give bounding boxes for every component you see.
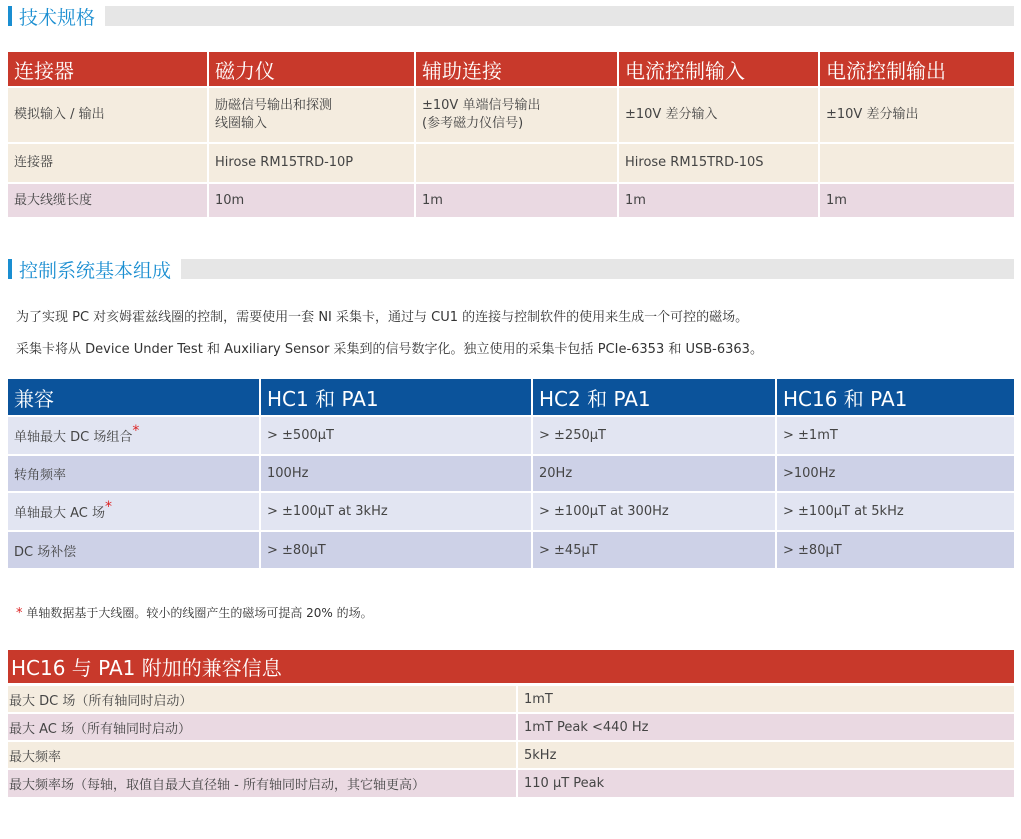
footnote-star: * bbox=[105, 499, 113, 515]
intro-paragraph: 采集卡将从 Device Under Test 和 Auxiliary Sensor 采集到的信号数字化。独立使用的采集卡包括 PCIe-6353 和 USB-6363。 bbox=[16, 342, 763, 357]
cell-line: 线圈输入 bbox=[215, 116, 268, 131]
table-row bbox=[8, 713, 1014, 741]
table-cell: 转角频率 bbox=[8, 455, 260, 492]
cell-line: (参考磁力仪信号) bbox=[422, 116, 524, 131]
table-cell: 1m bbox=[819, 183, 1014, 217]
table-cell: 1m bbox=[415, 183, 618, 217]
table-cell: > ±45μT bbox=[532, 531, 776, 568]
table-cell: 连接器 bbox=[8, 143, 208, 183]
table-cell bbox=[208, 87, 415, 143]
table-cell: 1mT bbox=[517, 685, 1014, 713]
spec-header-cell: 电流控制输入 bbox=[618, 52, 819, 87]
table-cell: > ±100μT at 5kHz bbox=[776, 492, 1014, 531]
table-cell bbox=[415, 143, 618, 183]
spec-section-heading bbox=[8, 4, 1014, 28]
spec-section-title: 技术规格 bbox=[19, 3, 105, 30]
heading-accent-bar bbox=[8, 259, 12, 279]
control-section-heading bbox=[8, 257, 1014, 281]
table-row bbox=[8, 531, 1014, 568]
heading-stripe bbox=[181, 259, 1014, 279]
compat-header-cell: HC2 和 PA1 bbox=[532, 379, 776, 416]
table-cell: 20Hz bbox=[532, 455, 776, 492]
heading-stripe bbox=[105, 6, 1014, 26]
table-row bbox=[8, 455, 1014, 492]
table-cell: 最大 DC 场（所有轴同时启动） bbox=[8, 685, 517, 713]
extra-info-title: HC16 与 PA1 附加的兼容信息 bbox=[8, 650, 1014, 683]
spec-header-cell: 电流控制输出 bbox=[819, 52, 1014, 87]
table-cell: ±10V 差分输出 bbox=[819, 87, 1014, 143]
compat-header-cell: HC1 和 PA1 bbox=[260, 379, 532, 416]
cell-label: 单轴最大 DC 场组合 bbox=[14, 430, 133, 445]
table-row bbox=[8, 416, 1014, 455]
table-cell: 5kHz bbox=[517, 741, 1014, 769]
cell-line: ±10V 单端信号输出 bbox=[422, 98, 541, 113]
table-cell: DC 场补偿 bbox=[8, 531, 260, 568]
control-section-title: 控制系统基本组成 bbox=[19, 256, 181, 283]
spec-header-row bbox=[8, 52, 1014, 87]
table-cell: 100Hz bbox=[260, 455, 532, 492]
footnote-text: 单轴数据基于大线圈。较小的线圈产生的磁场可提高 20% 的场。 bbox=[22, 606, 373, 620]
table-cell bbox=[8, 492, 260, 531]
table-cell: 1mT Peak <440 Hz bbox=[517, 713, 1014, 741]
table-cell: 10m bbox=[208, 183, 415, 217]
cell-line: 励磁信号输出和探测 bbox=[215, 98, 333, 113]
table-cell: > ±100μT at 300Hz bbox=[532, 492, 776, 531]
table-row bbox=[8, 685, 1014, 713]
table-cell bbox=[819, 143, 1014, 183]
table-cell: > ±1mT bbox=[776, 416, 1014, 455]
table-cell: >100Hz bbox=[776, 455, 1014, 492]
table-cell: 最大频率 bbox=[8, 741, 517, 769]
table-row bbox=[8, 492, 1014, 531]
table-cell: > ±80μT bbox=[260, 531, 532, 568]
table-cell: 1m bbox=[618, 183, 819, 217]
table-row bbox=[8, 87, 1014, 143]
table-cell: Hirose RM15TRD-10S bbox=[618, 143, 819, 183]
footnote-star: * bbox=[16, 606, 23, 621]
spec-header-cell: 连接器 bbox=[8, 52, 208, 87]
table-cell: 最大频率场（每轴，取值自最大直径轴 - 所有轴同时启动，其它轴更高） bbox=[8, 769, 517, 797]
table-row bbox=[8, 741, 1014, 769]
table-row bbox=[8, 183, 1014, 217]
compat-table bbox=[8, 379, 1014, 568]
table-cell bbox=[8, 416, 260, 455]
spec-header-cell: 磁力仪 bbox=[208, 52, 415, 87]
table-cell: 最大 AC 场（所有轴同时启动） bbox=[8, 713, 517, 741]
table-cell: > ±250μT bbox=[532, 416, 776, 455]
table-cell: 最大线缆长度 bbox=[8, 183, 208, 217]
table-row bbox=[8, 143, 1014, 183]
compat-header-row bbox=[8, 379, 1014, 416]
table-cell: Hirose RM15TRD-10P bbox=[208, 143, 415, 183]
spec-table bbox=[8, 52, 1014, 217]
table-cell: > ±80μT bbox=[776, 531, 1014, 568]
table-cell: > ±100μT at 3kHz bbox=[260, 492, 532, 531]
table-cell: 110 μT Peak bbox=[517, 769, 1014, 797]
heading-accent-bar bbox=[8, 6, 12, 26]
cell-label: 单轴最大 AC 场 bbox=[14, 506, 106, 521]
table-cell: > ±500μT bbox=[260, 416, 532, 455]
footnote-star: * bbox=[132, 423, 140, 439]
intro-paragraph: 为了实现 PC 对亥姆霍兹线圈的控制，需要使用一套 NI 采集卡，通过与 CU1 的连接与控制软件的使用来生成一个可控的磁场。 bbox=[16, 310, 749, 325]
spec-header-cell: 辅助连接 bbox=[415, 52, 618, 87]
table-cell bbox=[415, 87, 618, 143]
compat-header-cell: HC16 和 PA1 bbox=[776, 379, 1014, 416]
extra-info-table bbox=[8, 684, 1014, 797]
compat-header-cell: 兼容 bbox=[8, 379, 260, 416]
table-cell: 模拟输入 / 输出 bbox=[8, 87, 208, 143]
table-row bbox=[8, 769, 1014, 797]
table-cell: ±10V 差分输入 bbox=[618, 87, 819, 143]
footnote bbox=[16, 604, 373, 621]
